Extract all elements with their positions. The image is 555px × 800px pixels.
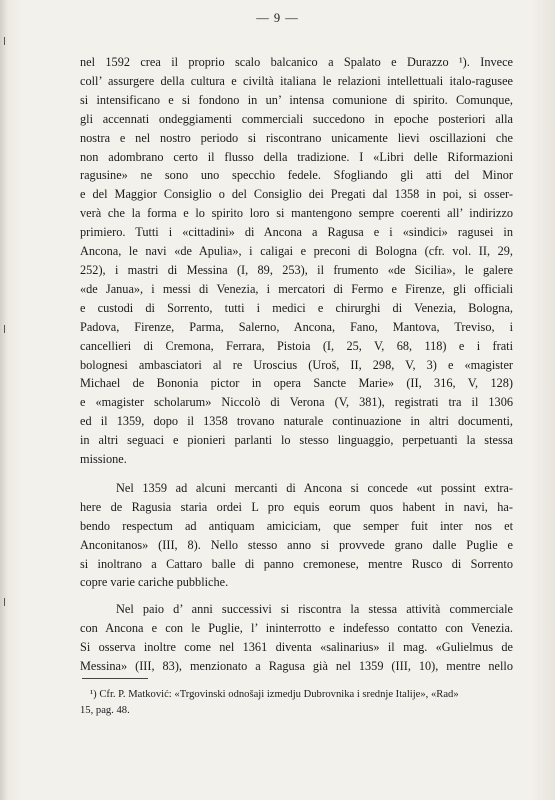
text-line: e custodi di Sorrento, tutti i medici e chirurghi di Venezia, Bologna, [80,300,513,315]
text-line: ragusine» ne sono uno specchio fedele. Sfogliando gli atti del Minor [80,168,513,183]
text-line: cancellieri di Cremona, Ferrara, Pistoia (I, 25, V, 68, 118) e i frati [80,338,513,353]
text-line: nel 1592 crea il proprio scalo balcanico a Spalato e Durazzo ¹). Invece [80,55,513,69]
paragraph-2 [80,479,513,592]
text-line: Padova, Firenze, Parma, Salerno, Ancona, Fano, Mantova, Treviso, i [80,319,513,334]
text-line: bendo respectum ad antiquam amiciciam, que semper fuit inter nos et [80,518,513,533]
footnote [80,687,513,718]
text-line: coll’ assurgere della cultura e civiltà italiana le relazioni intellettuali italo-ragusee [80,73,513,88]
text-line: gli accennati ondeggiamenti commerciali succedono in epoche posteriori alla [80,111,513,126]
text-line: nostra e nel nostro periodo si riscontrano unicamente lievi oscillazioni che [80,130,513,145]
footnote-rule [82,678,148,679]
margin-mark [4,325,10,333]
text-line: e «magister scholarum» Niccolò di Verona (V, 381), registrati tra il 1306 [80,395,513,410]
text-line: Messina» (III, 83), menzionato a Ragusa già nel 1359 (III, 10), mentre nello [80,659,513,674]
text-line: si intensificano e si fondono in un’ intensa comunione di spirito. Comunque, [80,92,513,107]
text-line: missione. [80,452,127,467]
text-line: primiero. Tutti i «cittadini» di Ancona a Ragusa e i «sindici» ragusei in [80,225,513,240]
body-text [80,53,513,676]
page-number: — 9 — [256,11,299,25]
binding-shadow [0,0,8,800]
text-line: con Ancona e con le Puglie, l’ ininterrotto e indefesso contatto con Venezia. [80,621,513,636]
paragraph-1 [80,53,513,469]
text-line: 252), i mastri di Messina (I, 89, 253), il frumento «de Sicilia», le galere [80,262,513,277]
text-line: verà che la forma e lo spirito loro si mantengono sempre coerenti all’ indirizzo [80,206,513,221]
text-line: Nel 1359 ad alcuni mercanti di Ancona si concede «ut possint extra- [116,480,513,495]
text-line: Si osserva inoltre come nel 1361 diventa «salinarius» il mag. «Gulielmus de [80,640,513,655]
text-line: here de Ragusia staria ordei L pro equis eorum quos habent in navi, ha- [80,499,513,514]
text-line: Anconitanos» (III, 8). Nello stesso anno si provvede grano dalle Puglie e [80,537,513,552]
text-line: Nel paio d’ anni successivi si riscontra la stessa attività commerciale [116,602,513,617]
text-line: ed il 1359, dopo il 1358 trovano naturale continuazione in altri documenti, [80,414,513,429]
text-line: Ancona, le navi «de Apulia», i caligai e preconi di Bologna (cfr. vol. II, 29, [80,244,513,259]
footnote-line: 15, pag. 48. [80,704,130,716]
text-line: Michael de Bononia pictor in opera Sancte Marie» (II, 316, V, 128) [80,376,513,391]
text-line: in altri seguaci e pionieri parlanti lo stesso linguaggio, perpetuanti la stessa [80,433,513,448]
text-line: si inoltrano a Cattaro balle di panno cremonese, mentre Rusco di Sorrento [80,556,513,571]
text-line: non adombrano certo il flusso della tradizione. I «Libri delle Riformazioni [80,149,513,164]
margin-mark [4,37,10,45]
text-line: bolognesi ambasciatori al re Uroscius (Uroš, II, 298, V, 3) e «magister [80,357,513,372]
text-line: «de Janua», i messi di Venezia, i mercatori di Fermo e Firenze, gli officiali [80,281,513,296]
paragraph-3 [80,600,513,676]
text-line: e del Maggior Consiglio o del Consiglio dei Pregati dal 1358 in poi, si osser- [80,187,513,202]
text-line: copre varie cariche pubbliche. [80,575,229,590]
footnote-line: ¹) Cfr. P. Matković: «Trgovinski odnošaji izmedju Dubrovnika i srednje Italije», «Rad» [90,689,459,700]
margin-mark [4,598,10,606]
